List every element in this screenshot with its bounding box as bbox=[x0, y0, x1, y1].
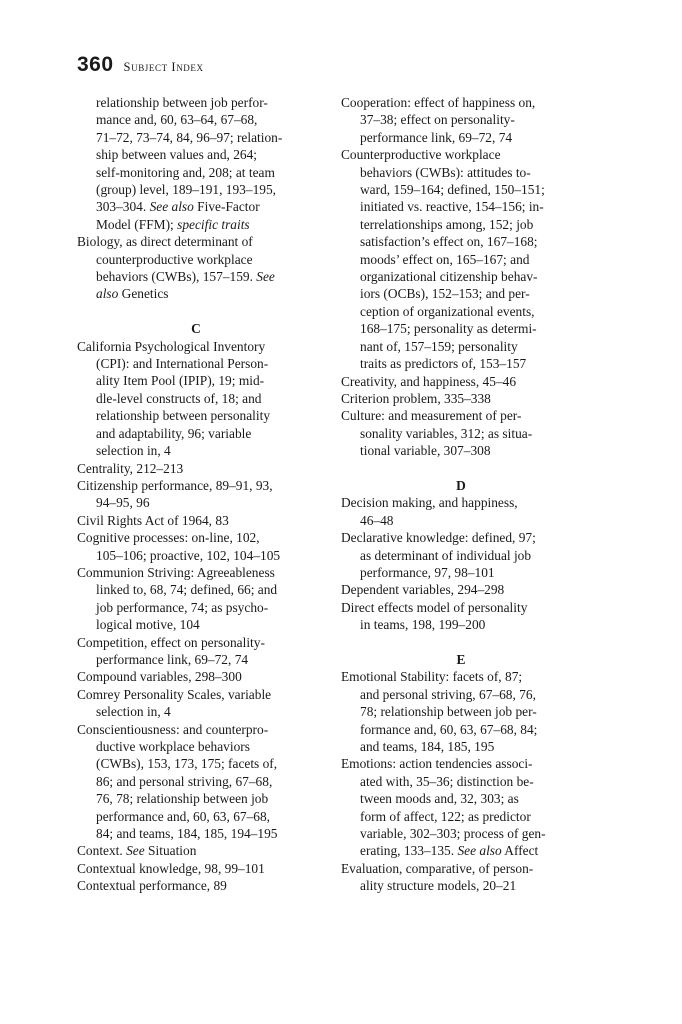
index-entry-line: ated with, 35–36; distinction be- bbox=[360, 773, 534, 789]
index-entry-line: satisfaction’s effect on, 167–168; bbox=[360, 234, 538, 250]
index-entry bbox=[341, 146, 581, 372]
index-entry bbox=[77, 686, 315, 721]
index-section-letter: C bbox=[191, 321, 201, 337]
index-entry bbox=[77, 877, 315, 894]
index-entry-line: 86; and personal striving, 67–68, bbox=[96, 773, 273, 789]
index-entry-line: Cooperation: effect of happiness on, bbox=[341, 95, 536, 110]
index-entry-line: in teams, 198, 199–200 bbox=[360, 617, 486, 633]
index-entry bbox=[77, 668, 315, 685]
index-entry bbox=[77, 512, 315, 529]
index-entry-line: performance link, 69–72, 74 bbox=[360, 129, 513, 145]
index-entry-line: mance and, 60, 63–64, 67–68, bbox=[96, 112, 258, 128]
index-entry-line: performance, 97, 98–101 bbox=[360, 564, 495, 580]
index-entry-line: also Genetics bbox=[96, 286, 169, 302]
index-entry-line: Emotional Stability: facets of, 87; bbox=[341, 669, 523, 685]
page-header bbox=[77, 53, 204, 77]
index-entry-line: Civil Rights Act of 1964, 83 bbox=[77, 512, 229, 528]
index-entry-line: ward, 159–164; defined, 150–151; bbox=[360, 182, 545, 198]
index-entry-line: formance and, 60, 63, 67–68, 84; bbox=[360, 721, 538, 737]
index-entry-line: ality Item Pool (IPIP), 19; mid- bbox=[96, 373, 265, 389]
index-entry-line: ship between values and, 264; bbox=[96, 147, 258, 163]
index-entry-line: Compound variables, 298–300 bbox=[77, 669, 242, 685]
index-entry-line: 46–48 bbox=[360, 512, 394, 528]
index-entry-line: (CPI): and International Person- bbox=[96, 356, 269, 372]
index-entry bbox=[77, 842, 315, 859]
index-entry-line: 105–106; proactive, 102, 104–105 bbox=[96, 547, 281, 563]
index-entry-line: dle-level constructs of, 18; and bbox=[96, 390, 262, 406]
index-entry-line: tional variable, 307–308 bbox=[360, 443, 491, 459]
index-entry-line: Counterproductive workplace bbox=[341, 147, 501, 163]
index-entry-line: Model (FFM); specific traits bbox=[96, 216, 250, 232]
index-entry-line: 71–72, 73–74, 84, 96–97; relation- bbox=[96, 129, 283, 145]
index-entry-line: Comrey Personality Scales, variable bbox=[77, 686, 272, 702]
index-entry-line: behaviors (CWBs), 157–159. See bbox=[96, 269, 275, 285]
index-entry-line: job performance, 74; as psycho- bbox=[96, 599, 269, 615]
index-column-left bbox=[77, 94, 315, 895]
index-entry bbox=[77, 564, 315, 634]
index-entry-line: Dependent variables, 294–298 bbox=[341, 582, 505, 598]
index-entry-line: selection in, 4 bbox=[96, 704, 171, 720]
index-entry-line: (CWBs), 153, 173, 175; facets of, bbox=[96, 756, 278, 772]
index-entry bbox=[341, 860, 581, 895]
running-head: Subject Index bbox=[123, 60, 204, 74]
index-entry-line: organizational citizenship behav- bbox=[360, 269, 538, 285]
index-entry-line: ality structure models, 20–21 bbox=[360, 878, 517, 894]
index-entry-line: Competition, effect on personality- bbox=[77, 634, 265, 650]
index-section-letter: E bbox=[456, 651, 466, 667]
index-entry bbox=[77, 460, 315, 477]
index-entry-line: relationship between personality bbox=[96, 408, 271, 424]
index-entry-line: behaviors (CWBs): attitudes to- bbox=[360, 164, 531, 180]
page-number: 360 bbox=[77, 53, 114, 76]
index-entry-line: Communion Striving: Agreeableness bbox=[77, 564, 275, 580]
index-section-letter: D bbox=[456, 477, 466, 493]
index-entry bbox=[341, 94, 581, 146]
index-entry-line: selection in, 4 bbox=[96, 443, 171, 459]
index-entry-line: 78; relationship between job per- bbox=[360, 704, 537, 720]
index-entry-line: tween moods and, 32, 303; as bbox=[360, 791, 519, 807]
index-entry-line: Culture: and measurement of per- bbox=[341, 408, 522, 424]
index-entry bbox=[77, 94, 315, 233]
index-entry-line: Contextual knowledge, 98, 99–101 bbox=[77, 860, 265, 876]
index-entry-line: performance link, 69–72, 74 bbox=[96, 651, 249, 667]
index-entry-line: nant of, 157–159; personality bbox=[360, 338, 518, 354]
index-entry-line: ductive workplace behaviors bbox=[96, 739, 250, 754]
index-entry bbox=[77, 529, 315, 564]
index-entry-line: performance and, 60, 63, 67–68, bbox=[96, 808, 271, 824]
index-entry-line: Decision making, and happiness, bbox=[341, 495, 518, 511]
index-entry-line: Contextual performance, 89 bbox=[77, 878, 227, 894]
index-entry-line: and personal striving, 67–68, 76, bbox=[360, 686, 536, 702]
index-entry bbox=[341, 494, 581, 529]
index-entry bbox=[77, 477, 315, 512]
index-entry-line: traits as predictors of, 153–157 bbox=[360, 356, 527, 372]
index-entry bbox=[77, 634, 315, 669]
index-entry-line: Declarative knowledge: defined, 97; bbox=[341, 530, 536, 546]
index-entry bbox=[77, 338, 315, 460]
index-entry-line: counterproductive workplace bbox=[96, 251, 253, 267]
index-entry-line: California Psychological Inventory bbox=[77, 338, 266, 354]
index-entry-line: Emotions: action tendencies associ- bbox=[341, 756, 533, 772]
index-entry bbox=[341, 390, 581, 407]
index-entry bbox=[341, 373, 581, 390]
index-entry-line: relationship between job perfor- bbox=[96, 95, 268, 110]
index-entry bbox=[341, 668, 581, 755]
index-entry-line: initiated vs. reactive, 154–156; in- bbox=[360, 199, 544, 215]
index-entry-line: Criterion problem, 335–338 bbox=[341, 390, 491, 406]
index-entry-line: sonality variables, 312; as situa- bbox=[360, 425, 533, 441]
index-entry-line: moods’ effect on, 165–167; and bbox=[360, 251, 530, 267]
index-entry-line: Citizenship performance, 89–91, 93, bbox=[77, 477, 273, 493]
index-entry bbox=[77, 860, 315, 877]
index-entry-line: iors (OCBs), 152–153; and per- bbox=[360, 286, 530, 302]
index-entry-line: 76, 78; relationship between job bbox=[96, 791, 269, 807]
index-entry-line: Centrality, 212–213 bbox=[77, 460, 184, 476]
index-entry-line: 94–95, 96 bbox=[96, 495, 150, 511]
index-entry-line: Cognitive processes: on-line, 102, bbox=[77, 530, 260, 546]
index-entry-line: variable, 302–303; process of gen- bbox=[360, 826, 546, 841]
index-entry-line: terrelationships among, 152; job bbox=[360, 216, 534, 232]
index-entry-line: as determinant of individual job bbox=[360, 547, 532, 563]
index-entry-line: Context. See Situation bbox=[77, 843, 197, 859]
index-entry-line: Evaluation, comparative, of person- bbox=[341, 860, 534, 876]
index-entry-line: 37–38; effect on personality- bbox=[360, 112, 515, 128]
index-column-right bbox=[341, 94, 581, 895]
index-entry-line: (group) level, 189–191, 193–195, bbox=[96, 182, 277, 198]
index-entry bbox=[341, 407, 581, 459]
index-entry-line: Conscientiousness: and counterpro- bbox=[77, 721, 269, 737]
index-entry-line: self-monitoring and, 208; at team bbox=[96, 164, 275, 180]
index-entry-line: Creativity, and happiness, 45–46 bbox=[341, 373, 517, 389]
index-entry-line: erating, 133–135. See also Affect bbox=[360, 843, 539, 859]
index-entry-line: logical motive, 104 bbox=[96, 617, 200, 633]
index-entry-line: 168–175; personality as determi- bbox=[360, 321, 537, 337]
index-entry bbox=[341, 599, 581, 634]
index-entry bbox=[77, 233, 315, 303]
index-entry-line: linked to, 68, 74; defined, 66; and bbox=[96, 582, 278, 598]
index-entry bbox=[341, 529, 581, 581]
index-entry-line: 84; and teams, 184, 185, 194–195 bbox=[96, 826, 278, 842]
index-entry bbox=[77, 721, 315, 843]
index-entry-line: ception of organizational events, bbox=[360, 303, 535, 319]
index-entry-line: and teams, 184, 185, 195 bbox=[360, 738, 495, 754]
index-entry-line: form of affect, 122; as predictor bbox=[360, 808, 531, 824]
index-entry bbox=[341, 581, 581, 598]
index-entry-line: 303–304. See also Five-Factor bbox=[96, 199, 260, 215]
index-entry bbox=[341, 755, 581, 859]
index-entry-line: Biology, as direct determinant of bbox=[77, 234, 253, 250]
index-entry-line: and adaptability, 96; variable bbox=[96, 425, 252, 441]
index-entry-line: Direct effects model of personality bbox=[341, 599, 528, 615]
